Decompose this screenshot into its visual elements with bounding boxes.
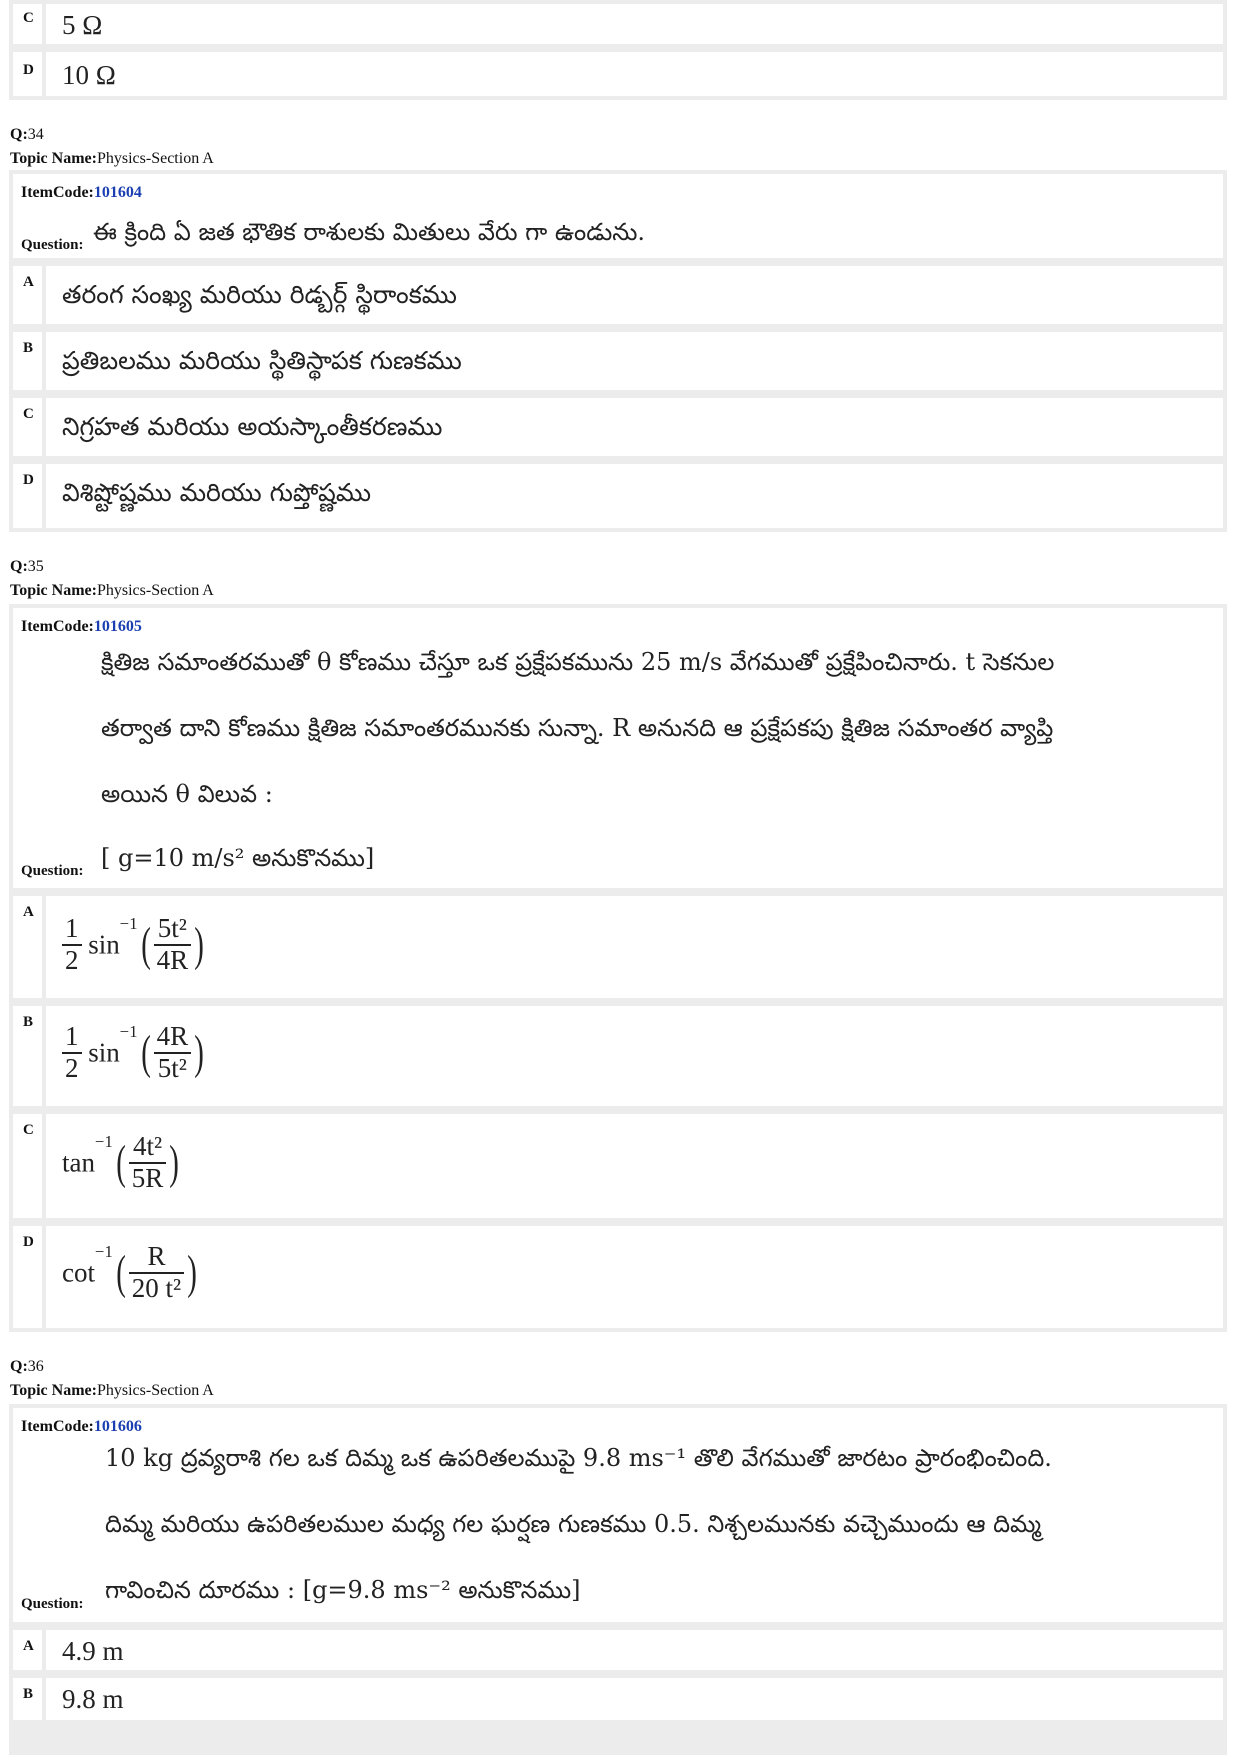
question-label: Question: bbox=[21, 237, 84, 253]
denominator: 4R bbox=[156, 944, 189, 975]
formula: $\frac{1}{2}$ $\sin^{-1}$( $\frac{\text{5t²}}{4R}$ ) bbox=[62, 914, 207, 975]
question-line: దిమ్మ మరియు ఉపరితలముల మధ్య గల ఘర్షణ గుణకము 0.5. నిశ్చలమునకు వచ్చెముందు ఆ దిమ్మ bbox=[105, 1510, 1042, 1538]
denominator: 5t² bbox=[157, 1052, 187, 1083]
option-row bbox=[9, 0, 1227, 48]
question-line: [ g=10 m/s² అనుకొనము] bbox=[101, 844, 375, 872]
option-text: 9.8 m bbox=[62, 1684, 124, 1714]
denominator: 5R bbox=[131, 1162, 164, 1193]
option-row: A 4.9 m bbox=[9, 1626, 1227, 1674]
question-number: Q:36 bbox=[10, 1358, 44, 1375]
question-line: గావించిన దూరము : [g=9.8 ms⁻² అనుకొనము] bbox=[105, 1576, 581, 1604]
coefficient: $\frac{1}{2}$ bbox=[62, 914, 82, 975]
question-line: క్షితిజ సమాంతరముతో θ కోణము చేస్తూ ఒక ప్రక్షేపకమును 25 m/s వేగముతో ప్రక్షేపించినారు. t సెకనుల bbox=[101, 648, 1055, 676]
topic-name: Topic Name:Physics-Section A bbox=[10, 1382, 214, 1399]
question-card bbox=[9, 1404, 1227, 1755]
option-letter: C bbox=[23, 10, 34, 26]
option-letter: D bbox=[23, 62, 34, 78]
option-text: 4.9 m bbox=[62, 1636, 124, 1666]
question-line: 10 kg ద్రవ్యరాశి గల ఒక దిమ్మ ఒక ఉపరితలముపై 9.8 ms⁻¹ తొలి వేగముతో జారటం ప్రారంభించింది. bbox=[105, 1444, 1052, 1472]
formula: $\tan^{-1}$( $\frac{\text{4t²}}{5R}$ ) bbox=[62, 1131, 180, 1193]
question-header bbox=[9, 170, 1227, 262]
question-text: ఈ క్రింది ఏ జత భౌతిక రాశులకు మితులు వేరు గా ఉండును. bbox=[93, 218, 646, 246]
coefficient: $\frac{1}{2}$ bbox=[62, 1022, 82, 1083]
function-name: sin bbox=[88, 1037, 120, 1068]
option-row: B $\frac{1}{2}$ $\sin^{-1}$( $\frac{4R}{\text{5t²}}$ ) bbox=[9, 1002, 1227, 1110]
question-number: Q:34 bbox=[10, 126, 44, 143]
question-number: Q:35 bbox=[10, 558, 44, 575]
function-name: sin bbox=[88, 929, 120, 960]
option-row: B 9.8 m bbox=[9, 1674, 1227, 1724]
question-label: Question: bbox=[21, 1596, 84, 1612]
item-code: ItemCode:101605 bbox=[21, 618, 142, 635]
option-text: ప్రతిబలము మరియు స్థితిస్థాపక గుణకము bbox=[62, 346, 462, 375]
question-header bbox=[9, 604, 1227, 892]
function-name: tan bbox=[62, 1147, 95, 1178]
numerator: 4R bbox=[154, 1022, 192, 1054]
function-name: cot bbox=[62, 1257, 95, 1288]
option-row: A $\frac{1}{2}$ $\sin^{-1}$( $\frac{\text{5t²}}{4R}$ ) bbox=[9, 892, 1227, 1002]
numerator: 5t² bbox=[154, 914, 192, 946]
formula: $\cot^{-1}$( $\frac{R}{\text{20 t²}}$ ) bbox=[62, 1241, 197, 1303]
question-line: తర్వాత దాని కోణము క్షితిజ సమాంతరమునకు సున్నా. R అనునది ఆ ప్రక్షేపకపు క్షితిజ సమాంతర వ్యాప్తి bbox=[101, 714, 1054, 742]
topic-name: Topic Name:Physics-Section A bbox=[10, 582, 214, 599]
option-row: D విశిష్టోష్ణము మరియు గుప్తోష్ణము bbox=[9, 460, 1227, 532]
topic-name: Topic Name:Physics-Section A bbox=[10, 150, 214, 167]
option-row bbox=[9, 48, 1227, 100]
option-text: 5 Ω bbox=[62, 10, 103, 40]
item-code: ItemCode:101606 bbox=[21, 1418, 142, 1435]
item-code: ItemCode:101604 bbox=[21, 184, 142, 201]
question-label: Question: bbox=[21, 863, 84, 879]
option-row: C నిగ్రహత మరియు అయస్కాంతీకరణము bbox=[9, 394, 1227, 460]
question-card bbox=[9, 604, 1227, 1332]
numerator: 4t² bbox=[129, 1132, 167, 1164]
question-header bbox=[9, 1404, 1227, 1626]
option-row: A తరంగ సంఖ్య మరియు రిడ్బర్గ్ స్థిరాంకము bbox=[9, 262, 1227, 328]
numerator: R bbox=[129, 1242, 184, 1274]
option-text: విశిష్టోష్ణము మరియు గుప్తోష్ణము bbox=[62, 478, 371, 507]
denominator: 20 t² bbox=[131, 1272, 182, 1303]
option-row: C $\tan^{-1}$( $\frac{\text{4t²}}{5R}$ ) bbox=[9, 1110, 1227, 1222]
question-line: అయిన θ విలువ : bbox=[101, 780, 273, 808]
prev-question-options bbox=[9, 0, 1227, 100]
option-row: B ప్రతిబలము మరియు స్థితిస్థాపక గుణకము bbox=[9, 328, 1227, 394]
option-text: నిగ్రహత మరియు అయస్కాంతీకరణము bbox=[62, 412, 443, 441]
option-row: D $\cot^{-1}$( $\frac{R}{\text{20 t²}}$ ) bbox=[9, 1222, 1227, 1332]
question-card bbox=[9, 170, 1227, 532]
option-text: తరంగ సంఖ్య మరియు రిడ్బర్గ్ స్థిరాంకము bbox=[62, 280, 457, 309]
formula: $\frac{1}{2}$ $\sin^{-1}$( $\frac{4R}{\text{5t²}}$ ) bbox=[62, 1022, 207, 1083]
option-text: 10 Ω bbox=[62, 60, 116, 90]
